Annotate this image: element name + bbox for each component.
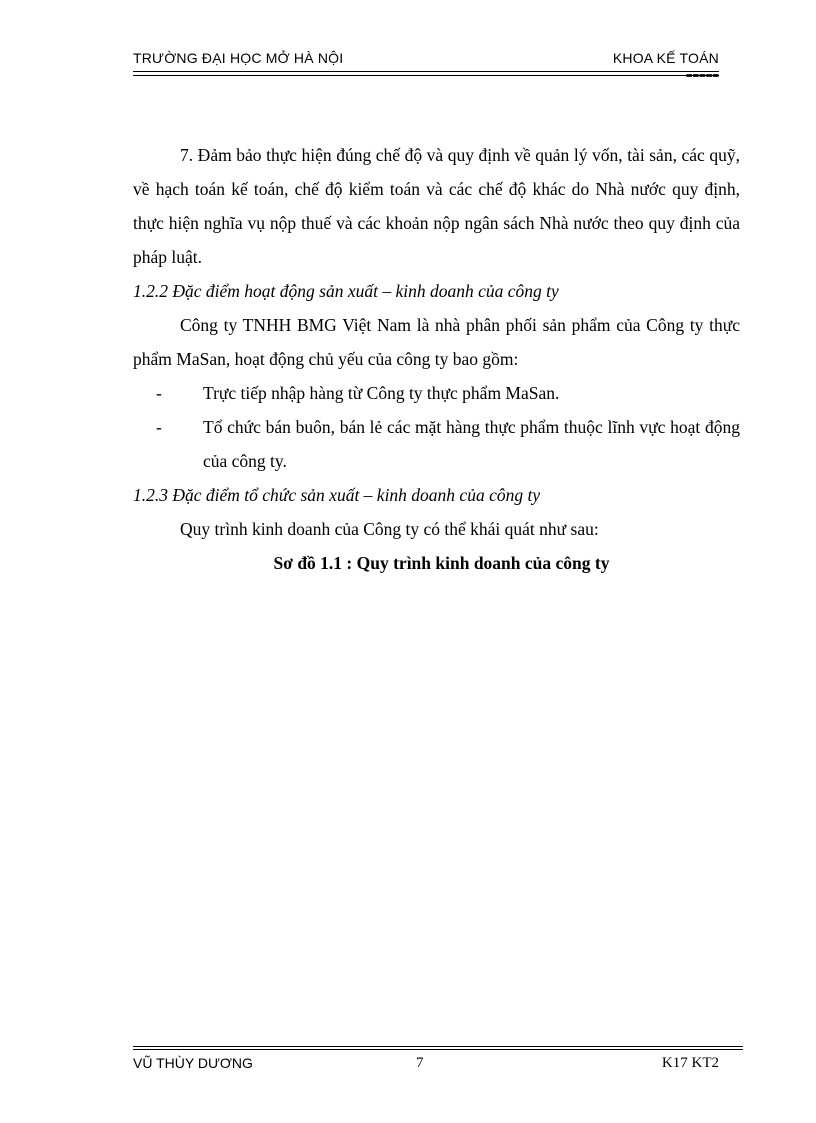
header-faculty: KHOA KẾ TOÁN <box>612 50 719 66</box>
header-rule-line-1 <box>133 71 719 72</box>
bullet-dash: - <box>156 383 162 403</box>
header-rule-line-2 <box>133 75 719 76</box>
bullet-text: Tổ chức bán buôn, bán lẻ các mặt hàng thực phẩm thuộc lĩnh vực hoạt động của công ty. <box>203 417 740 471</box>
list-item <box>133 410 740 478</box>
page-header <box>133 50 719 66</box>
footer-rule-line-2 <box>133 1049 743 1050</box>
list-item <box>133 376 740 410</box>
header-university: TRƯỜNG ĐẠI HỌC MỞ HÀ NỘI <box>133 50 344 66</box>
page-number: 7 <box>416 1055 424 1071</box>
footer-rule <box>133 1046 743 1052</box>
section-heading-1-2-3: 1.2.3 Đặc điểm tổ chức sản xuất – kinh doanh của công ty <box>133 485 541 505</box>
header-rule-tail: ===== <box>685 69 719 82</box>
paragraph-duty-7: 7. Đảm bảo thực hiện đúng chế độ và quy định về quản lý vốn, tài sản, các quỹ, về hạch toán kế toán, chế độ kiểm toán và các chế độ khác do Nhà nước quy định, thực hiện nghĩa vụ nộp thuế và các khoản nộp ngân sách Nhà nước theo quy định của pháp luật. <box>133 145 740 267</box>
header-rule <box>133 71 719 80</box>
footer-class: K17 KT2 <box>661 1055 719 1071</box>
footer-rule-line-1 <box>133 1046 743 1047</box>
page-content <box>133 138 740 580</box>
paragraph-company-intro: Công ty TNHH BMG Việt Nam là nhà phân phối sản phẩm của Công ty thực phẩm MaSan, hoạt động chủ yếu của công ty bao gồm: <box>133 315 740 369</box>
section-heading-1-2-2: 1.2.2 Đặc điểm hoạt động sản xuất – kinh doanh của công ty <box>133 281 559 301</box>
footer-author: VŨ THÙY DƯƠNG <box>133 1055 253 1071</box>
diagram-caption: Sơ đồ 1.1 : Quy trình kinh doanh của công ty <box>273 553 610 573</box>
bullet-text: Trực tiếp nhập hàng từ Công ty thực phẩm MaSan. <box>203 383 560 403</box>
bullet-dash: - <box>156 417 162 437</box>
paragraph-process-intro: Quy trình kinh doanh của Công ty có thể khái quát như sau: <box>180 519 599 539</box>
